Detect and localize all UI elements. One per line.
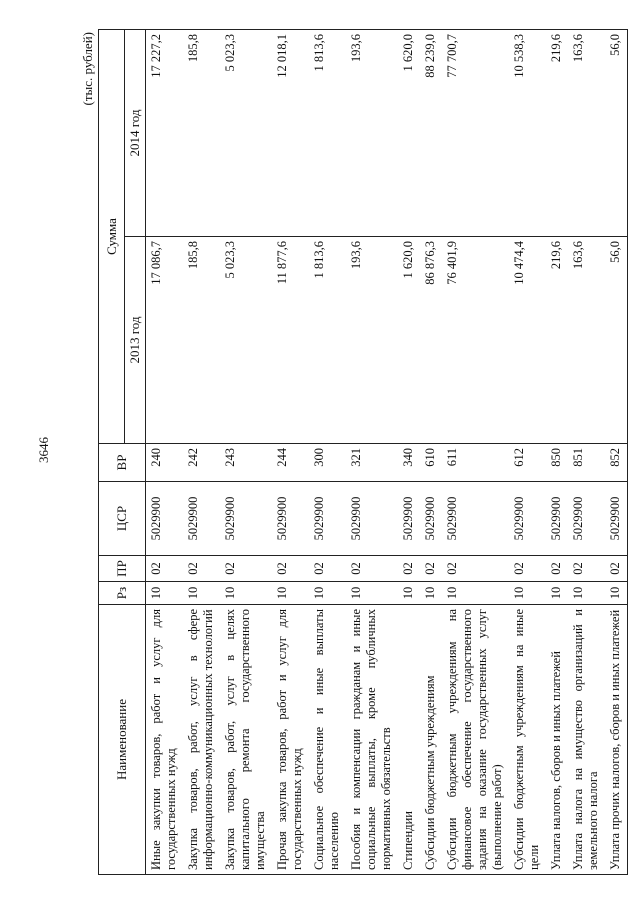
row-name: Субсидии бюджетным учреждениям <box>420 605 442 875</box>
table-row <box>146 30 184 875</box>
row-pr: 02 <box>146 556 184 582</box>
row-sum-2014: 10 538,3 <box>509 30 546 237</box>
header-vr: ВР <box>99 444 146 482</box>
row-name: Социальное обеспечение и иные выплаты населению <box>309 605 346 875</box>
budget-table <box>98 29 628 875</box>
header-rz: Рз <box>99 582 146 605</box>
table-row <box>183 30 220 875</box>
row-sum-2013: 193,6 <box>346 237 398 444</box>
row-vr: 242 <box>183 444 220 482</box>
row-rz: 10 <box>272 582 309 605</box>
row-vr: 850 <box>546 444 568 482</box>
row-csr: 5029900 <box>442 482 509 556</box>
row-csr: 5029900 <box>183 482 220 556</box>
row-name: Прочая закупка товаров, работ и услуг для государственных нужд <box>272 605 309 875</box>
row-sum-2014: 12 018,1 <box>272 30 309 237</box>
row-sum-2013: 10 474,4 <box>509 237 546 444</box>
row-name: Уплата налогов, сборов и иных платежей <box>546 605 568 875</box>
table-row <box>272 30 309 875</box>
header-pr: ПР <box>99 556 146 582</box>
row-pr: 02 <box>442 556 509 582</box>
row-sum-2013: 185,8 <box>183 237 220 444</box>
row-rz: 10 <box>509 582 546 605</box>
row-csr: 5029900 <box>546 482 568 556</box>
row-rz: 10 <box>146 582 184 605</box>
table-row <box>220 30 272 875</box>
row-sum-2014: 1 620,0 <box>398 30 420 237</box>
row-name: Уплата прочих налогов, сборов и иных платежей <box>605 605 628 875</box>
row-pr: 02 <box>183 556 220 582</box>
table-row <box>442 30 509 875</box>
row-pr: 02 <box>220 556 272 582</box>
row-csr: 5029900 <box>605 482 628 556</box>
row-csr: 5029900 <box>420 482 442 556</box>
table-row <box>605 30 628 875</box>
row-sum-2014: 193,6 <box>346 30 398 237</box>
row-name: Субсидии бюджетным учреждениям на финансовое обеспечение государственного задания на оказание государственных услуг (выполнение работ) <box>442 605 509 875</box>
header-csr: ЦСР <box>99 482 146 556</box>
row-sum-2014: 56,0 <box>605 30 628 237</box>
row-csr: 5029900 <box>272 482 309 556</box>
row-csr: 5029900 <box>146 482 184 556</box>
row-sum-2014: 163,6 <box>568 30 605 237</box>
row-pr: 02 <box>568 556 605 582</box>
row-pr: 02 <box>346 556 398 582</box>
row-name: Закупка товаров, работ, услуг в целях капитального ремонта государственного имущества <box>220 605 272 875</box>
row-vr: 240 <box>146 444 184 482</box>
row-rz: 10 <box>442 582 509 605</box>
row-pr: 02 <box>272 556 309 582</box>
row-pr: 02 <box>509 556 546 582</box>
row-sum-2013: 56,0 <box>605 237 628 444</box>
row-vr: 321 <box>346 444 398 482</box>
row-sum-2014: 185,8 <box>183 30 220 237</box>
row-rz: 10 <box>420 582 442 605</box>
table-row <box>346 30 398 875</box>
row-csr: 5029900 <box>309 482 346 556</box>
row-rz: 10 <box>309 582 346 605</box>
row-vr: 612 <box>509 444 546 482</box>
row-csr: 5029900 <box>220 482 272 556</box>
row-vr: 610 <box>420 444 442 482</box>
header-name: Наименование <box>99 605 146 875</box>
row-rz: 10 <box>346 582 398 605</box>
row-csr: 5029900 <box>398 482 420 556</box>
header-year-2014: 2014 год <box>125 30 146 237</box>
row-sum-2014: 88 239,0 <box>420 30 442 237</box>
row-sum-2014: 219,6 <box>546 30 568 237</box>
row-sum-2014: 17 227,2 <box>146 30 184 237</box>
row-name: Стипендии <box>398 605 420 875</box>
header-year-2013: 2013 год <box>125 237 146 444</box>
row-sum-2014: 1 813,6 <box>309 30 346 237</box>
row-rz: 10 <box>220 582 272 605</box>
table-row <box>309 30 346 875</box>
row-pr: 02 <box>546 556 568 582</box>
row-sum-2013: 163,6 <box>568 237 605 444</box>
row-vr: 243 <box>220 444 272 482</box>
row-rz: 10 <box>398 582 420 605</box>
row-csr: 5029900 <box>568 482 605 556</box>
row-rz: 10 <box>568 582 605 605</box>
row-pr: 02 <box>398 556 420 582</box>
row-vr: 852 <box>605 444 628 482</box>
row-name: Закупка товаров, работ, услуг в сфере информационно-коммуникационных технологий <box>183 605 220 875</box>
row-name: Субсидии бюджетным учреждениям на иные цели <box>509 605 546 875</box>
row-sum-2013: 5 023,3 <box>220 237 272 444</box>
row-vr: 244 <box>272 444 309 482</box>
units-label: (тыс. рублей) <box>80 32 95 106</box>
row-vr: 851 <box>568 444 605 482</box>
row-name: Пособия и компенсации гражданам и иные социальные выплаты, кроме публичных нормативных обязательств <box>346 605 398 875</box>
row-pr: 02 <box>420 556 442 582</box>
row-rz: 10 <box>183 582 220 605</box>
row-rz: 10 <box>546 582 568 605</box>
table-row <box>398 30 420 875</box>
table-row <box>509 30 546 875</box>
row-sum-2013: 17 086,7 <box>146 237 184 444</box>
row-sum-2013: 219,6 <box>546 237 568 444</box>
row-pr: 02 <box>605 556 628 582</box>
table-row <box>568 30 605 875</box>
table-body <box>146 30 628 875</box>
row-sum-2014: 77 700,7 <box>442 30 509 237</box>
row-csr: 5029900 <box>346 482 398 556</box>
row-rz: 10 <box>605 582 628 605</box>
row-pr: 02 <box>309 556 346 582</box>
row-sum-2013: 86 876,3 <box>420 237 442 444</box>
row-sum-2013: 1 813,6 <box>309 237 346 444</box>
header-sum: Сумма <box>99 30 125 444</box>
row-vr: 300 <box>309 444 346 482</box>
row-sum-2013: 11 877,6 <box>272 237 309 444</box>
table-row <box>420 30 442 875</box>
table-row <box>546 30 568 875</box>
row-sum-2013: 76 401,9 <box>442 237 509 444</box>
rotated-table-block <box>80 30 622 875</box>
row-sum-2013: 1 620,0 <box>398 237 420 444</box>
row-csr: 5029900 <box>509 482 546 556</box>
row-vr: 611 <box>442 444 509 482</box>
page-number: 3646 <box>36 437 51 463</box>
row-sum-2014: 5 023,3 <box>220 30 272 237</box>
row-name: Иные закупки товаров, работ и услуг для государственных нужд <box>146 605 184 875</box>
row-name: Уплата налога на имущество организаций и земельного налога <box>568 605 605 875</box>
row-vr: 340 <box>398 444 420 482</box>
table-header <box>99 30 146 875</box>
